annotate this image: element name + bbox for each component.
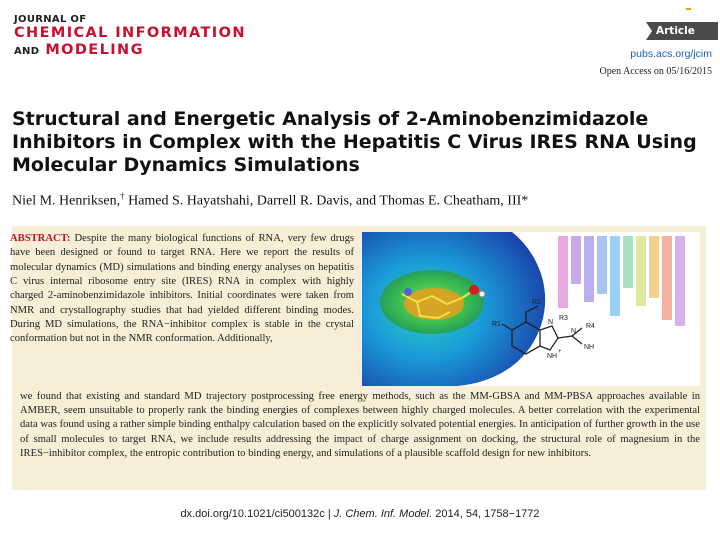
open-access-note: Open Access on 05/16/2015 (599, 66, 712, 77)
atom-white (479, 291, 485, 297)
label-n-side: N (571, 328, 577, 335)
label-r1: R1 (492, 321, 501, 328)
figure-bar (571, 236, 581, 284)
doi-suffix: 2014, 54, 1758−1772 (432, 508, 540, 520)
toc-graphic (362, 232, 700, 386)
journal-logo (14, 14, 246, 59)
atom-blue (404, 288, 412, 296)
article-badge: Article (646, 22, 718, 40)
journal-line-2: CHEMICAL INFORMATION (14, 25, 246, 41)
label-n-top: N (548, 319, 554, 326)
author-rest: Hamed S. Hayatshahi, Darrell R. Davis, and Thomas E. Cheatham, III* (124, 193, 529, 209)
label-nh-side: NH (584, 344, 595, 351)
figure-bar (662, 236, 672, 320)
journal-url[interactable]: pubs.acs.org/jcim (630, 48, 712, 60)
doi-journal: J. Chem. Inf. Model. (333, 508, 433, 520)
atom-red (469, 285, 479, 295)
label-r3: R3 (559, 315, 568, 322)
figure-bar (675, 236, 685, 326)
dagger-mark: † (120, 191, 125, 201)
journal-and: AND (14, 46, 40, 57)
figure-bar (623, 236, 633, 288)
figure-bar (649, 236, 659, 298)
abstract-label: ABSTRACT: (10, 233, 71, 244)
journal-line-3 (14, 42, 246, 59)
figure-bar (558, 236, 568, 308)
ligand-core (404, 288, 464, 320)
label-plus: + (558, 349, 562, 355)
paper-title: Structural and Energetic Analysis of 2-Aminobenzimidazole Inhibitors in Complex with the Hepatitis C Virus IRES RNA Using Molecular Dynamics Simulations (12, 108, 697, 176)
figure-bar (584, 236, 594, 302)
doi-prefix[interactable]: dx.doi.org/10.1021/ci500132c | (180, 508, 334, 520)
journal-modeling: MODELING (45, 42, 144, 58)
abstract-text (10, 232, 354, 347)
abstract-part-1: Despite the many biological functions of RNA, very few drugs have been designed or found to target RNA. Here we report the results of molecular dynamics (MD) simulations and binding energy analyses on hepatitis C virus internal ribosome entry site (IRES) RNA in complex with highly charged 2-aminobenzimidazole inhibitors. Initial coordinates were taken from NMR and crystallography studies that had yielded different binding modes. During MD simulations, the RNA−inhibitor complex is stable in the crystal conformation but not in the NMR conformation. Additionally, (10, 233, 354, 345)
label-r4: R4 (586, 323, 595, 330)
journal-line-1: JOURNAL OF (14, 14, 87, 25)
accent-mark (686, 8, 691, 10)
figure-bar (610, 236, 620, 316)
doi-line (0, 508, 720, 520)
label-r2: R2 (532, 299, 541, 306)
author-first: Niel M. Henriksen, (12, 193, 121, 209)
figure-bar (597, 236, 607, 294)
label-nh-ring: NH (547, 353, 558, 360)
figure-bar (636, 236, 646, 306)
abstract-continued: we found that existing and standard MD trajectory postprocessing free energy methods, such as the MM-GBSA and MM-PBSA approaches available in AMBER, seem unsuitable to properly rank the binding energies of complexes between highly charged molecules. A better correlation with the experimental data was found using a rather simple binding enthalpy calculation based on the explicitly solvated potential energies. In anticipation of further growth in the use of small molecules to target RNA, we include results addressing the impact of charge assignment on docking, the structural role of magnesium in the IRES−inhibitor complex, the entropic contribution to binding energy, and simulations of a plausible scaffold design for new inhibitors. (20, 391, 700, 459)
author-list (12, 191, 528, 210)
